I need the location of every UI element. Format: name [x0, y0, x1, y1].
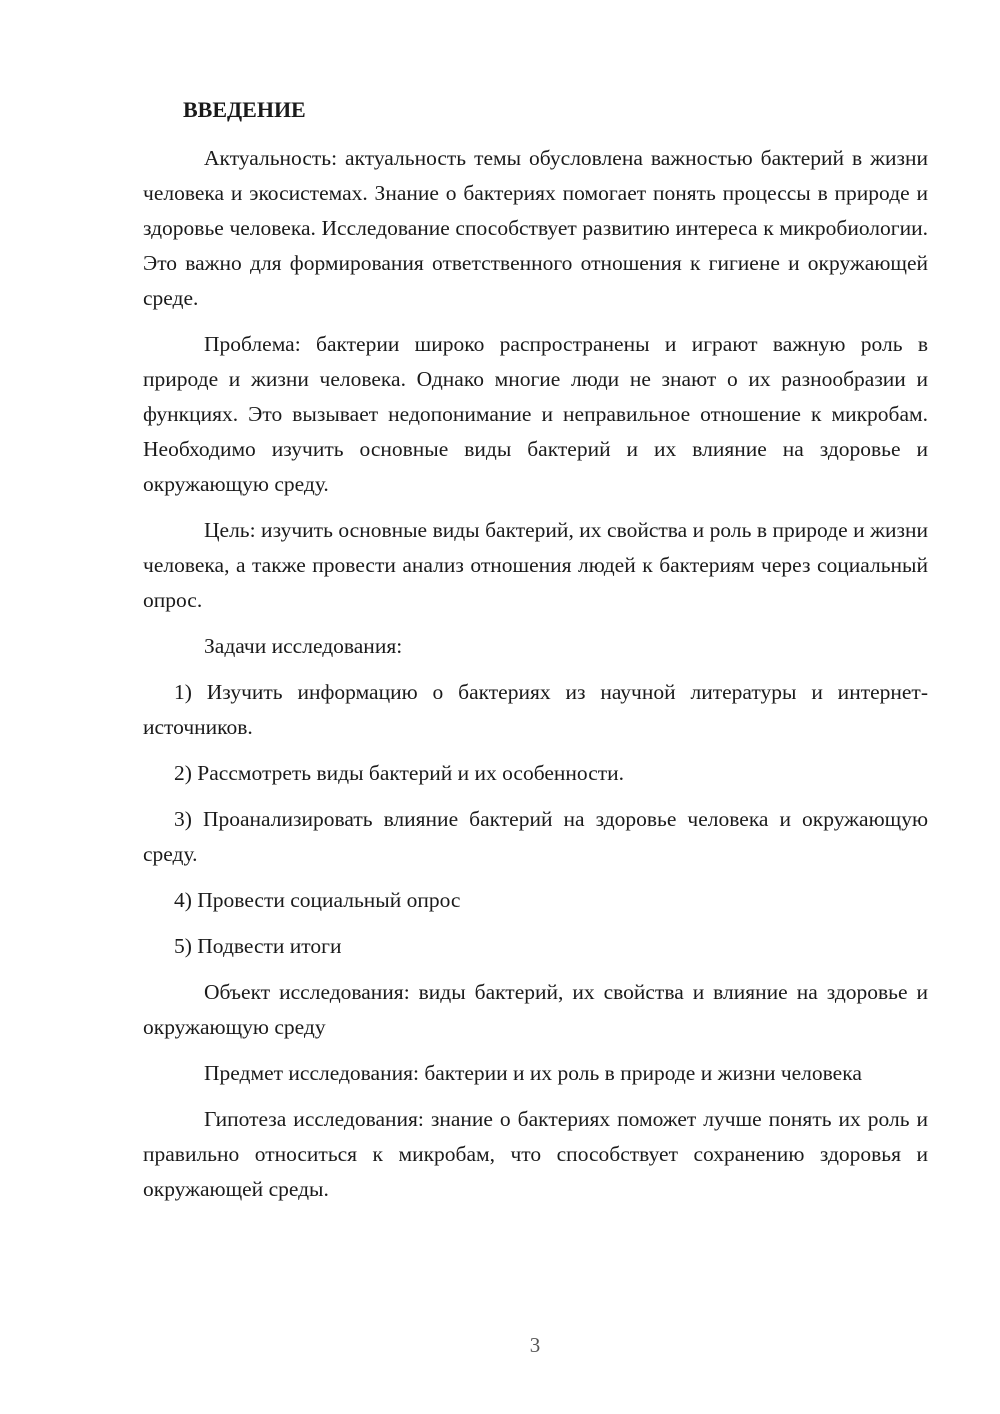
object-paragraph: Объект исследования: виды бактерий, их свойства и влияние на здоровье и окружающую среду: [143, 980, 928, 1039]
hypothesis-paragraph: Гипотеза исследования: знание о бактериях поможет лучше понять их роль и правильно относиться к микробам, что способствует сохранению здоровья и окружающей среды.: [143, 1107, 928, 1201]
document-page: [143, 92, 928, 1218]
page-number: 3: [529, 1333, 541, 1357]
task-item-5: 5) Подвести итоги: [174, 934, 342, 958]
task-item-1: 1) Изучить информацию о бактериях из научной литературы и интернет-источников.: [143, 680, 928, 739]
goal-paragraph: Цель: изучить основные виды бактерий, их свойства и роль в природе и жизни человека, а также провести анализ отношения людей к бактериям через социальный опрос.: [143, 518, 928, 612]
tasks-title: Задачи исследования:: [204, 634, 403, 658]
task-item-3: 3) Проанализировать влияние бактерий на здоровье человека и окружающую среду.: [143, 807, 928, 866]
section-heading: ВВЕДЕНИЕ: [183, 97, 306, 122]
relevance-paragraph: Актуальность: актуальность темы обусловлена важностью бактерий в жизни человека и экосистемах. Знание о бактериях помогает понять процессы в природе и здоровье человека. Исследование способствует развитию интереса к микробиологии. Это важно для формирования ответственного отношения к гигиене и окружающей среде.: [143, 146, 928, 310]
task-item-4: 4) Провести социальный опрос: [174, 888, 461, 912]
task-item-2: 2) Рассмотреть виды бактерий и их особенности.: [174, 761, 625, 785]
subject-paragraph: Предмет исследования: бактерии и их роль в природе и жизни человека: [204, 1061, 862, 1085]
problem-paragraph: Проблема: бактерии широко распространены и играют важную роль в природе и жизни человека. Однако многие люди не знают о их разнообразии и функциях. Это вызывает недопонимание и неправильное отношение к микробам. Необходимо изучить основные виды бактерий и их влияние на здоровье и окружающую среду.: [143, 332, 928, 496]
